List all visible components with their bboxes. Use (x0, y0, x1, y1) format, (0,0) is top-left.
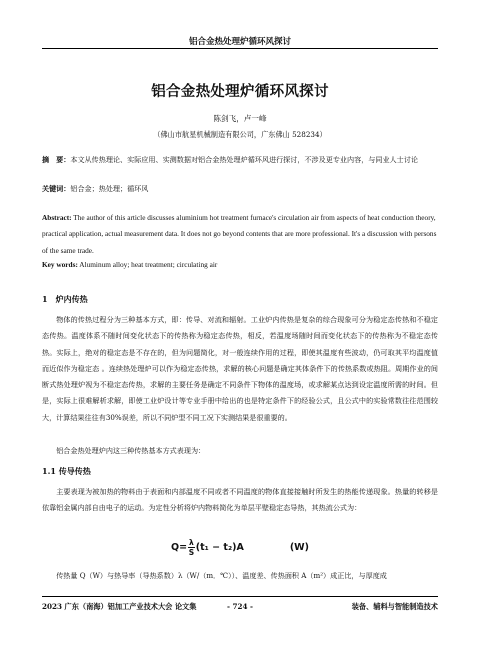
article-affiliation: （佛山市航星机械制造有限公司，广东佛山 528234） (153, 130, 327, 139)
keywords-zh-label: 关键词： (42, 184, 71, 193)
formula-numerator: λ (189, 538, 194, 547)
footer-section: 装备、辅料与智能制造技术 (351, 602, 438, 611)
keywords-en-text: Aluminum alloy; heat treatment; circulating air (79, 260, 218, 269)
after-formula-paragraph: 传热量 Q（W）与热导率（导热系数）λ（W/（m．℃））、温度差、传热面积 A（m²）成正比，与厚度成 (56, 571, 387, 580)
abstract-zh (42, 152, 438, 168)
section-1-1-heading: 1.1 传导传热 (42, 466, 91, 476)
article-title: 铝合金热处理炉循环风探讨 (151, 83, 329, 100)
section-1-paragraph-2: 铝合金热处理炉内这三种传热基本方式表现为： (56, 446, 206, 455)
header-rule (42, 48, 438, 49)
abstract-zh-label: 摘 要： (42, 155, 71, 164)
footer-proceedings: 2023 广东（南海）铝加工产业技术大会 论文集 (42, 602, 197, 611)
formula-lhs: Q= (171, 542, 188, 553)
keywords-zh-text: 铝合金；热处理；循环风 (70, 184, 149, 193)
abstract-en-text: The author of this article discusses aluminium hot treatment furnace's circulation air from aspects of heat conduction theory, practical application, actual measurement data. It does not go beyond contents that are more professional. It's a discussion with persons of the same trade. (42, 213, 437, 255)
keywords-en-label: Key words: (42, 260, 78, 269)
heat-conduction-formula (0, 538, 480, 557)
keywords-zh (42, 181, 438, 197)
formula-unit-label: (W) (289, 542, 309, 553)
section-1-paragraph-1: 物体的传热过程分为三种基本方式，即：传导、对流和辐射。工业炉内传热是复杂的综合现象可分为稳定态传热和不稳定态传热。温度体系不随时间变化状态下的传热称为稳定态传热，相反，若温度场随时间而变化状态下的传热称为不稳定态传热。实际上，绝对的稳定态是不存在的，但为问题简化，对一般连续作用的过程，即使其温度有些波动，仍可取其平均温度值而近似作为稳定态 。连续热处理炉可以作为稳定态传热，求解的核心问题是确定其体条件下的传热系数或热阻。周期作业的间断式热处理炉视为不稳定态传热，求解的主要任务是确定不同条件下物体的温度场，或求解某点达到设定温度所需的时间。但是，实际上很难解析求解，即使工业炉设计等专业手册中给出的也是特定条件下的经验公式，且公式中的实验常数往往范围较大，计算结果往往有30%误差，所以不同炉型不同工况下实测结果是很重要的。 (42, 315, 438, 422)
formula-fraction (188, 538, 195, 557)
abstract-en-label: Abstract: (42, 213, 72, 222)
article-authors: 陈剑飞，卢一峰 (213, 114, 267, 123)
footer-page-number: - 724 - (227, 602, 253, 611)
abstract-zh-text: 本文从传热理论、实际应用、实测数据对铝合金热处理炉循环风进行探讨，不涉及更专业内容，与同业人士讨论 (70, 155, 418, 164)
formula-rhs: (t₁ − t₂)A (195, 542, 244, 553)
section-1-heading: 1 炉内传热 (42, 294, 88, 304)
abstract-en (42, 210, 438, 259)
section-1-1-paragraph: 主要表现为被加热的物料由于表面和内部温度不同或者不同温度的物体直接接触时所发生的热能传递现象。热量的转移是依靠铝金属内部自由电子的运动。为定性分析将炉内物料简化为单层平壁稳定态导热，其热流公式为： (42, 487, 438, 513)
footer-rule (42, 596, 438, 597)
keywords-en (42, 257, 438, 273)
running-head: 铝合金热处理炉循环风探讨 (188, 37, 291, 47)
formula-denominator: S (188, 548, 195, 557)
